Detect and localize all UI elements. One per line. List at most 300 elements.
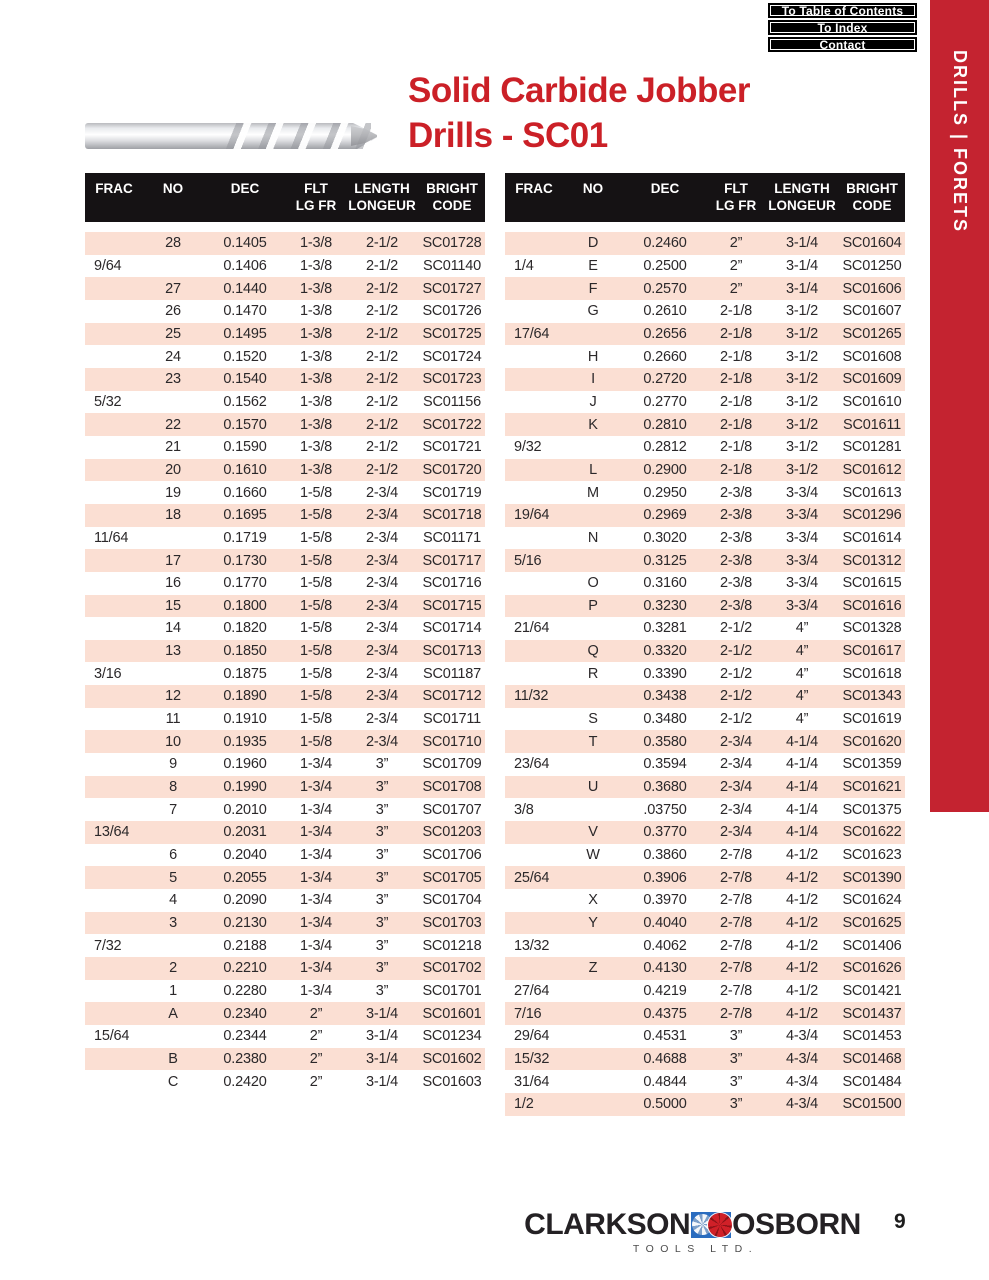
- cell-bright-code: SC01626: [842, 960, 902, 977]
- cell-length: 4-3/4: [785, 1028, 819, 1045]
- cell-dec: 0.1562: [223, 393, 267, 410]
- cell-length: 3-1/4: [365, 1005, 399, 1022]
- cell-no: 3: [169, 915, 177, 932]
- table-row: [85, 685, 485, 708]
- cell-flt-lg: 2”: [729, 235, 743, 252]
- cell-dec: 0.2420: [223, 1073, 267, 1090]
- column-header: NO: [582, 181, 604, 196]
- table-row: [505, 753, 905, 776]
- table-row: [85, 549, 485, 572]
- cell-flt-lg: 1-5/8: [299, 575, 333, 592]
- cell-length: 3-1/2: [785, 325, 819, 342]
- cell-bright-code: SC01624: [842, 892, 902, 909]
- cell-bright-code: SC01707: [422, 801, 482, 818]
- drill-size-table-right: [505, 173, 905, 1116]
- cell-dec: 0.1520: [223, 348, 267, 365]
- cell-flt-lg: 1-3/4: [299, 824, 333, 841]
- cell-length: 4-1/2: [785, 869, 819, 886]
- table-row: [85, 232, 485, 255]
- cell-bright-code: SC01406: [842, 937, 902, 954]
- cell-no: 17: [165, 552, 181, 569]
- table-row: [85, 1070, 485, 1093]
- cell-no: 12: [165, 688, 181, 705]
- cell-dec: 0.1610: [223, 461, 267, 478]
- cell-length: 2-1/2: [365, 348, 399, 365]
- cell-flt-lg: 2-1/8: [719, 348, 753, 365]
- cell-dec: 0.1540: [223, 371, 267, 388]
- table-row: [85, 300, 485, 323]
- cell-dec: 0.1890: [223, 688, 267, 705]
- drill-bit-image: [85, 120, 377, 152]
- cell-bright-code: SC01712: [422, 688, 482, 705]
- cell-bright-code: SC01203: [422, 824, 482, 841]
- cell-no: 14: [165, 620, 181, 637]
- cell-flt-lg: 2”: [309, 1028, 323, 1045]
- cell-bright-code: SC01716: [422, 575, 482, 592]
- table-row: [85, 912, 485, 935]
- cell-no: 22: [165, 416, 181, 433]
- cell-bright-code: SC01296: [842, 507, 902, 524]
- pinwheel-logo-icon: [691, 1212, 731, 1238]
- cell-flt-lg: 1-3/4: [299, 847, 333, 864]
- cell-length: 3-1/4: [785, 257, 819, 274]
- cell-flt-lg: 2-7/8: [719, 892, 753, 909]
- cell-frac: 27/64: [514, 982, 550, 999]
- cell-no: X: [588, 892, 598, 909]
- cell-length: 3-3/4: [785, 529, 819, 546]
- cell-length: 4-1/2: [785, 892, 819, 909]
- table-row: [85, 821, 485, 844]
- table-row: [505, 459, 905, 482]
- cell-no: 26: [165, 303, 181, 320]
- cell-flt-lg: 2-3/4: [719, 756, 753, 773]
- table-row: [85, 798, 485, 821]
- cell-bright-code: SC01234: [422, 1028, 482, 1045]
- cell-no: 15: [165, 597, 181, 614]
- cell-length: 2-1/2: [365, 393, 399, 410]
- column-header: NO: [162, 181, 184, 196]
- cell-frac: 15/32: [514, 1050, 550, 1067]
- cell-length: 3-1/4: [365, 1073, 399, 1090]
- cell-no: Y: [588, 915, 598, 932]
- cell-no: 16: [165, 575, 181, 592]
- cell-no: M: [587, 484, 599, 501]
- cell-bright-code: SC01604: [842, 235, 902, 252]
- cell-no: 10: [165, 733, 181, 750]
- cell-flt-lg: 2”: [309, 1073, 323, 1090]
- section-tab-label: DRILLS | FORETS: [950, 50, 970, 234]
- cell-length: 4”: [795, 620, 809, 637]
- table-row: [505, 549, 905, 572]
- column-header: DEC: [230, 181, 260, 196]
- column-header: LENGTH LONGEUR: [348, 181, 416, 213]
- cell-length: 3-3/4: [785, 552, 819, 569]
- cell-length: 4”: [795, 643, 809, 660]
- cell-length: 4-1/2: [785, 937, 819, 954]
- cell-length: 3”: [375, 869, 389, 886]
- cell-no: 18: [165, 507, 181, 524]
- cell-bright-code: SC01375: [842, 801, 902, 818]
- to-table-of-contents-button[interactable]: To Table of Contents: [768, 3, 917, 18]
- cell-flt-lg: 2”: [729, 280, 743, 297]
- cell-length: 2-3/4: [365, 484, 399, 501]
- table-row: [85, 413, 485, 436]
- column-header: BRIGHT CODE: [846, 181, 898, 213]
- table-row: [505, 1070, 905, 1093]
- cell-length: 4-1/4: [785, 824, 819, 841]
- brand-name-osborn: OSBORN: [732, 1208, 861, 1241]
- table-row: [505, 436, 905, 459]
- table-body: [85, 232, 485, 1093]
- cell-length: 4-1/2: [785, 960, 819, 977]
- cell-dec: 0.3320: [643, 643, 687, 660]
- cell-flt-lg: 1-5/8: [299, 552, 333, 569]
- cell-dec: 0.2969: [643, 507, 687, 524]
- cell-flt-lg: 2-3/4: [719, 733, 753, 750]
- cell-frac: 3/16: [94, 665, 122, 682]
- cell-length: 4”: [795, 711, 809, 728]
- cell-bright-code: SC01421: [842, 982, 902, 999]
- cell-bright-code: SC01281: [842, 439, 902, 456]
- cell-dec: 0.3970: [643, 892, 687, 909]
- cell-no: T: [588, 733, 598, 750]
- brand-name-clarkson: CLARKSON: [524, 1208, 691, 1241]
- cell-frac: 11/32: [514, 688, 549, 705]
- cell-length: 4”: [795, 688, 809, 705]
- cell-no: E: [588, 257, 598, 274]
- cell-bright-code: SC01718: [422, 507, 482, 524]
- table-row: [85, 527, 485, 550]
- cell-bright-code: SC01701: [422, 982, 482, 999]
- cell-frac: 1/2: [514, 1096, 534, 1113]
- cell-flt-lg: 1-3/8: [299, 461, 333, 478]
- to-index-button[interactable]: To Index: [768, 20, 917, 35]
- cell-length: 2-3/4: [365, 529, 399, 546]
- cell-frac: 7/32: [94, 937, 122, 954]
- cell-length: 2-1/2: [365, 280, 399, 297]
- cell-flt-lg: 2”: [309, 1050, 323, 1067]
- cell-dec: 0.4130: [643, 960, 687, 977]
- page-title-line1: Solid Carbide Jobber: [408, 71, 750, 110]
- cell-length: 3-1/4: [785, 280, 819, 297]
- cell-flt-lg: 1-3/8: [299, 416, 333, 433]
- cell-dec: 0.3125: [643, 552, 687, 569]
- cell-length: 2-3/4: [365, 575, 399, 592]
- cell-flt-lg: 2-7/8: [719, 937, 753, 954]
- cell-dec: 0.1570: [223, 416, 267, 433]
- cell-length: 3-3/4: [785, 575, 819, 592]
- cell-no: 23: [165, 371, 181, 388]
- cell-frac: 25/64: [514, 869, 550, 886]
- cell-flt-lg: 1-3/4: [299, 915, 333, 932]
- cell-dec: 0.4040: [643, 915, 687, 932]
- cell-length: 3-1/2: [785, 393, 819, 410]
- cell-bright-code: SC01390: [842, 869, 902, 886]
- column-header: FRAC: [95, 181, 133, 196]
- cell-bright-code: SC01611: [843, 416, 901, 433]
- table-row: [505, 821, 905, 844]
- cell-bright-code: SC01468: [842, 1050, 902, 1067]
- cell-bright-code: SC01156: [423, 393, 481, 410]
- cell-length: 2-3/4: [365, 665, 399, 682]
- column-header: FRAC: [515, 181, 553, 196]
- cell-dec: 0.1770: [223, 575, 267, 592]
- table-row: [505, 504, 905, 527]
- cell-no: C: [167, 1073, 179, 1090]
- cell-flt-lg: 1-5/8: [299, 597, 333, 614]
- cell-flt-lg: 1-3/8: [299, 325, 333, 342]
- cell-no: V: [588, 824, 598, 841]
- cell-length: 2-3/4: [365, 733, 399, 750]
- cell-dec: 0.2460: [643, 235, 687, 252]
- cell-frac: 1/4: [514, 257, 534, 274]
- cell-bright-code: SC01623: [842, 847, 902, 864]
- cell-bright-code: SC01328: [842, 620, 902, 637]
- cell-dec: 0.2344: [223, 1028, 267, 1045]
- cell-flt-lg: 2-1/8: [719, 325, 753, 342]
- cell-flt-lg: 2-1/2: [719, 665, 753, 682]
- cell-dec: 0.1820: [223, 620, 267, 637]
- cell-flt-lg: 2-1/8: [719, 439, 753, 456]
- table-row: [85, 730, 485, 753]
- cell-dec: 0.1406: [223, 257, 267, 274]
- cell-length: 3-1/4: [365, 1028, 399, 1045]
- column-header: BRIGHT CODE: [426, 181, 478, 213]
- column-header: DEC: [650, 181, 680, 196]
- table-row: [85, 640, 485, 663]
- cell-dec: 0.2055: [223, 869, 267, 886]
- cell-dec: 0.1960: [223, 756, 267, 773]
- cell-flt-lg: 1-3/4: [299, 756, 333, 773]
- cell-dec: 0.3580: [643, 733, 687, 750]
- cell-bright-code: SC01709: [422, 756, 482, 773]
- column-header: FLT LG FR: [295, 181, 337, 213]
- cell-length: 2-1/2: [365, 235, 399, 252]
- cell-flt-lg: 2-1/8: [719, 303, 753, 320]
- contact-button[interactable]: Contact: [768, 37, 917, 52]
- cell-bright-code: SC01725: [422, 325, 482, 342]
- table-row: [505, 957, 905, 980]
- cell-no: 2: [169, 960, 177, 977]
- cell-dec: 0.2340: [223, 1005, 267, 1022]
- cell-flt-lg: 1-5/8: [299, 484, 333, 501]
- table-row: [85, 504, 485, 527]
- table-row: [85, 980, 485, 1003]
- cell-no: W: [586, 847, 600, 864]
- cell-flt-lg: 1-5/8: [299, 620, 333, 637]
- cell-bright-code: SC01171: [423, 529, 481, 546]
- cell-dec: 0.1875: [223, 665, 267, 682]
- cell-bright-code: SC01265: [842, 325, 902, 342]
- cell-dec: 0.2770: [643, 393, 687, 410]
- cell-no: 25: [165, 325, 181, 342]
- cell-flt-lg: 1-3/8: [299, 371, 333, 388]
- cell-dec: 0.3438: [643, 688, 687, 705]
- table-row: [505, 889, 905, 912]
- cell-bright-code: SC01616: [842, 597, 902, 614]
- cell-no: 4: [169, 892, 177, 909]
- cell-length: 4-1/4: [785, 779, 819, 796]
- table-header: [85, 173, 485, 222]
- cell-dec: 0.2660: [643, 348, 687, 365]
- cell-dec: 0.2656: [643, 325, 687, 342]
- cell-flt-lg: 1-3/8: [299, 235, 333, 252]
- cell-frac: 15/64: [94, 1028, 130, 1045]
- table-row: [85, 889, 485, 912]
- cell-bright-code: SC01728: [422, 235, 482, 252]
- table-row: [505, 617, 905, 640]
- table-row: [505, 980, 905, 1003]
- cell-no: 28: [165, 235, 181, 252]
- cell-length: 3”: [375, 779, 389, 796]
- table-row: [505, 481, 905, 504]
- cell-bright-code: SC01622: [842, 824, 902, 841]
- cell-flt-lg: 1-5/8: [299, 507, 333, 524]
- table-row: [85, 436, 485, 459]
- table-row: [85, 776, 485, 799]
- cell-bright-code: SC01721: [422, 439, 482, 456]
- cell-length: 2-1/2: [365, 461, 399, 478]
- cell-length: 3”: [375, 847, 389, 864]
- table-row: [505, 1093, 905, 1116]
- cell-length: 2-3/4: [365, 711, 399, 728]
- table-row: [505, 662, 905, 685]
- cell-no: H: [587, 348, 599, 365]
- table-row: [505, 391, 905, 414]
- cell-dec: 0.3160: [643, 575, 687, 592]
- cell-length: 4-3/4: [785, 1073, 819, 1090]
- cell-frac: 5/16: [514, 552, 542, 569]
- cell-frac: 23/64: [514, 756, 550, 773]
- brand-subtitle: TOOLS LTD.: [632, 1243, 759, 1255]
- cell-no: L: [589, 461, 597, 478]
- cell-flt-lg: 1-3/4: [299, 892, 333, 909]
- cell-flt-lg: 2-3/4: [719, 801, 753, 818]
- cell-no: 6: [169, 847, 177, 864]
- cell-dec: 0.1910: [223, 711, 267, 728]
- cell-no: Q: [587, 643, 599, 660]
- cell-length: 2-1/2: [365, 325, 399, 342]
- cell-no: P: [588, 597, 598, 614]
- table-row: [505, 413, 905, 436]
- cell-dec: 0.5000: [643, 1096, 687, 1113]
- cell-dec: 0.1590: [223, 439, 267, 456]
- cell-length: 3-3/4: [785, 597, 819, 614]
- cell-length: 4-1/4: [785, 733, 819, 750]
- cell-length: 3”: [375, 915, 389, 932]
- cell-flt-lg: 2-3/8: [719, 529, 753, 546]
- table-row: [85, 255, 485, 278]
- cell-no: B: [168, 1050, 178, 1067]
- cell-length: 3-1/2: [785, 439, 819, 456]
- cell-bright-code: SC01500: [842, 1096, 902, 1113]
- cell-no: 5: [169, 869, 177, 886]
- cell-flt-lg: 1-3/4: [299, 869, 333, 886]
- cell-no: F: [588, 280, 598, 297]
- table-row: [85, 1002, 485, 1025]
- table-row: [85, 391, 485, 414]
- cell-bright-code: SC01187: [423, 665, 481, 682]
- cell-no: N: [587, 529, 599, 546]
- cell-bright-code: SC01484: [842, 1073, 902, 1090]
- cell-length: 3”: [375, 892, 389, 909]
- cell-dec: 0.3480: [643, 711, 687, 728]
- cell-no: 21: [165, 439, 181, 456]
- cell-length: 4-1/2: [785, 847, 819, 864]
- cell-dec: 0.4688: [643, 1050, 687, 1067]
- cell-dec: 0.1990: [223, 779, 267, 796]
- cell-flt-lg: 1-5/8: [299, 665, 333, 682]
- table-row: [505, 708, 905, 731]
- cell-frac: 3/8: [514, 801, 534, 818]
- cell-bright-code: SC01218: [422, 937, 482, 954]
- cell-flt-lg: 1-5/8: [299, 643, 333, 660]
- cell-dec: 0.1440: [223, 280, 267, 297]
- table-row: [505, 1002, 905, 1025]
- cell-length: 3-1/2: [785, 348, 819, 365]
- cell-dec: 0.1719: [223, 529, 267, 546]
- cell-length: 3”: [375, 937, 389, 954]
- cell-flt-lg: 3”: [729, 1073, 743, 1090]
- cell-no: 13: [165, 643, 181, 660]
- nav-buttons: [768, 3, 917, 54]
- table-row: [505, 368, 905, 391]
- cell-no: 11: [165, 711, 181, 728]
- table-row: [505, 572, 905, 595]
- cell-length: 3-1/2: [785, 371, 819, 388]
- cell-length: 2-3/4: [365, 507, 399, 524]
- cell-bright-code: SC01453: [842, 1028, 902, 1045]
- cell-length: 3-1/4: [365, 1050, 399, 1067]
- table-row: [505, 277, 905, 300]
- cell-frac: 7/16: [514, 1005, 542, 1022]
- table-row: [85, 844, 485, 867]
- cell-bright-code: SC01607: [842, 303, 902, 320]
- cell-dec: 0.3906: [643, 869, 687, 886]
- cell-frac: 9/32: [514, 439, 542, 456]
- cell-length: 4”: [795, 665, 809, 682]
- cell-dec: 0.1660: [223, 484, 267, 501]
- cell-no: U: [587, 779, 599, 796]
- cell-dec: 0.1800: [223, 597, 267, 614]
- table-row: [85, 708, 485, 731]
- cell-flt-lg: 2-1/8: [719, 461, 753, 478]
- cell-bright-code: SC01704: [422, 892, 482, 909]
- cell-dec: 0.2900: [643, 461, 687, 478]
- cell-no: 9: [169, 756, 177, 773]
- cell-bright-code: SC01713: [422, 643, 482, 660]
- cell-bright-code: SC01621: [842, 779, 902, 796]
- cell-dec: 0.2280: [223, 982, 267, 999]
- cell-dec: 0.3281: [643, 620, 687, 637]
- table-header: [505, 173, 905, 222]
- cell-length: 4-3/4: [785, 1096, 819, 1113]
- cell-flt-lg: 2-7/8: [719, 869, 753, 886]
- drill-tip: [351, 126, 377, 146]
- cell-flt-lg: 2-7/8: [719, 982, 753, 999]
- table-body: [505, 232, 905, 1116]
- cell-bright-code: SC01703: [422, 915, 482, 932]
- cell-flt-lg: 2-3/4: [719, 779, 753, 796]
- cell-flt-lg: 2-7/8: [719, 915, 753, 932]
- cell-flt-lg: 1-3/8: [299, 348, 333, 365]
- cell-flt-lg: 1-3/4: [299, 960, 333, 977]
- cell-length: 2-1/2: [365, 303, 399, 320]
- cell-no: S: [588, 711, 598, 728]
- cell-flt-lg: 1-3/8: [299, 303, 333, 320]
- cell-no: Z: [588, 960, 598, 977]
- cell-length: 3”: [375, 960, 389, 977]
